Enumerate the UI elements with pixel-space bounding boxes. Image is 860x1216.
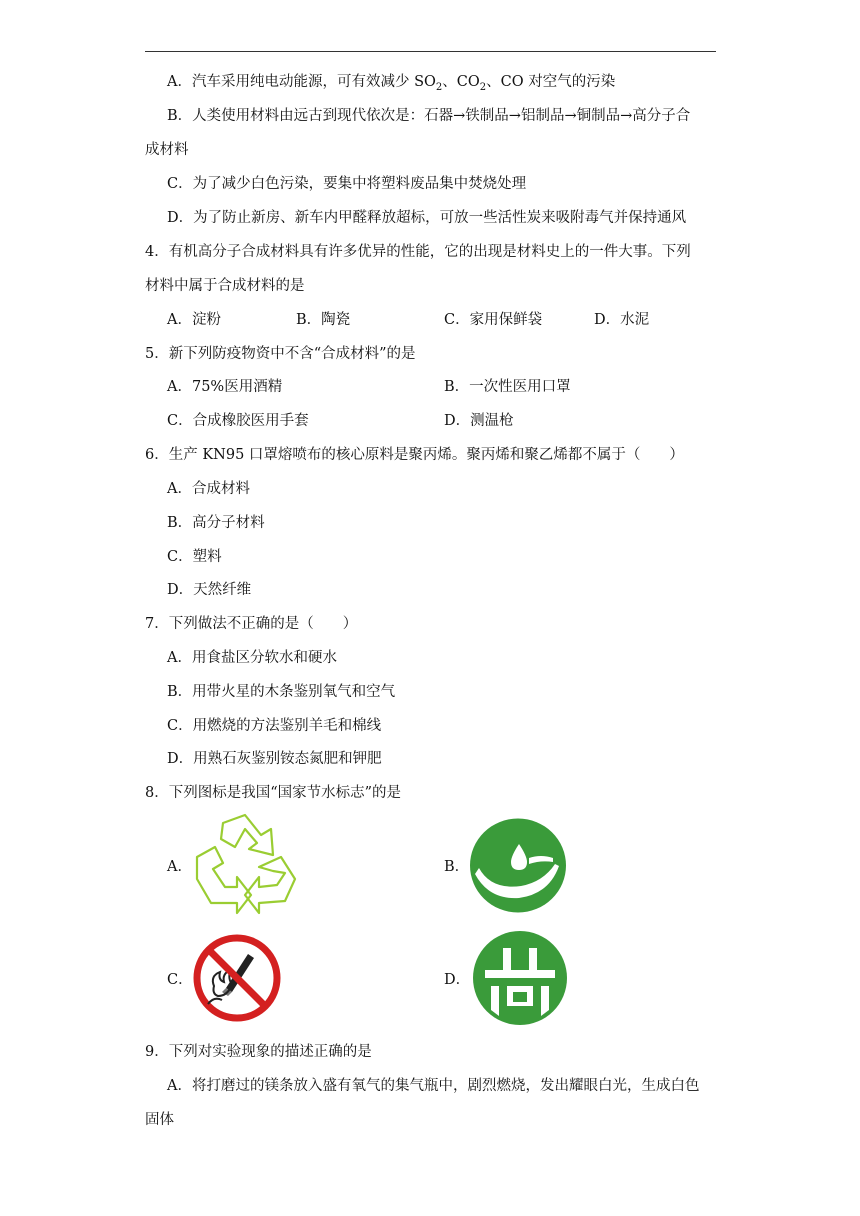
no-smoking-icon (192, 934, 282, 1022)
q8-stem: 8．下列图标是我国“国家节水标志”的是 (145, 785, 402, 801)
q6-stem: 6．生产 KN95 口罩熔喷布的核心原料是聚丙烯。聚丙烯和聚乙烯都不属于（ ） (145, 447, 684, 463)
q6-option-c: C．塑料 (167, 549, 222, 565)
q3-option-d: D．为了防止新房、新车内甲醛释放超标，可放一些活性炭来吸附毒气并保持通风 (167, 210, 687, 226)
q7-stem: 7．下列做法不正确的是（ ） (145, 616, 358, 632)
water-drop-hand-icon (469, 818, 567, 913)
q6-option-b: B．高分子材料 (167, 515, 265, 531)
q7-option-b: B．用带火星的木条鉴别氧气和空气 (167, 684, 396, 700)
q6-option-a: A．合成材料 (167, 481, 250, 497)
q3-option-a: A．汽车采用纯电动能源，可有效减少 $SO_2$、$CO_2$、CO 对空气的污染 (167, 74, 616, 93)
q4-option-c: C．家用保鲜袋 (444, 312, 543, 328)
q8-option-d-label: D． (444, 972, 471, 988)
q4-stem-line1: 4．有机高分子合成材料具有许多优异的性能，它的出现是材料史上的一件大事。下列 (145, 244, 691, 260)
q4-option-d: D．水泥 (594, 312, 650, 328)
header-rule (145, 51, 716, 52)
q7-option-a: A．用食盐区分软水和硬水 (167, 650, 337, 666)
q5-option-d: D．测温枪 (444, 413, 514, 429)
q9-stem: 9．下列对实验现象的描述正确的是 (145, 1044, 372, 1060)
q7-option-c: C．用燃烧的方法鉴别羊毛和棉线 (167, 718, 382, 734)
q9-option-a-line1: A．将打磨过的镁条放入盛有氧气的集气瓶中，剧烈燃烧，发出耀眼白光，生成白色 (167, 1078, 700, 1094)
q4-option-a: A．淀粉 (167, 312, 221, 328)
q4-stem-line2: 材料中属于合成材料的是 (145, 278, 305, 294)
q8-option-b-label: B． (444, 859, 470, 875)
q3-option-c: C．为了减少白色污染，要集中将塑料废品集中焚烧处理 (167, 176, 527, 192)
q5-option-a: A．75%医用酒精 (167, 379, 283, 395)
q4-option-b: B．陶瓷 (296, 312, 351, 328)
q5-option-b: B．一次性医用口罩 (444, 379, 571, 395)
q6-option-d: D．天然纤维 (167, 582, 252, 598)
q3-option-b-line1: B．人类使用材料由远古到现代依次是：石器→铁制品→铝制品→铜制品→高分子合 (167, 108, 691, 124)
recycle-icon (193, 813, 299, 917)
q5-stem: 5．新下列防疫物资中不含“合成材料”的是 (145, 346, 416, 362)
green-circle-symbol-icon (471, 930, 569, 1026)
q8-option-a-label: A． (167, 859, 192, 875)
q5-option-c: C．合成橡胶医用手套 (167, 413, 309, 429)
q7-option-d: D．用熟石灰鉴别铵态氮肥和钾肥 (167, 751, 382, 767)
q9-option-a-line2: 固体 (145, 1112, 174, 1128)
q3-option-b-line2: 成材料 (145, 142, 189, 158)
q8-option-c-label: C． (167, 972, 193, 988)
